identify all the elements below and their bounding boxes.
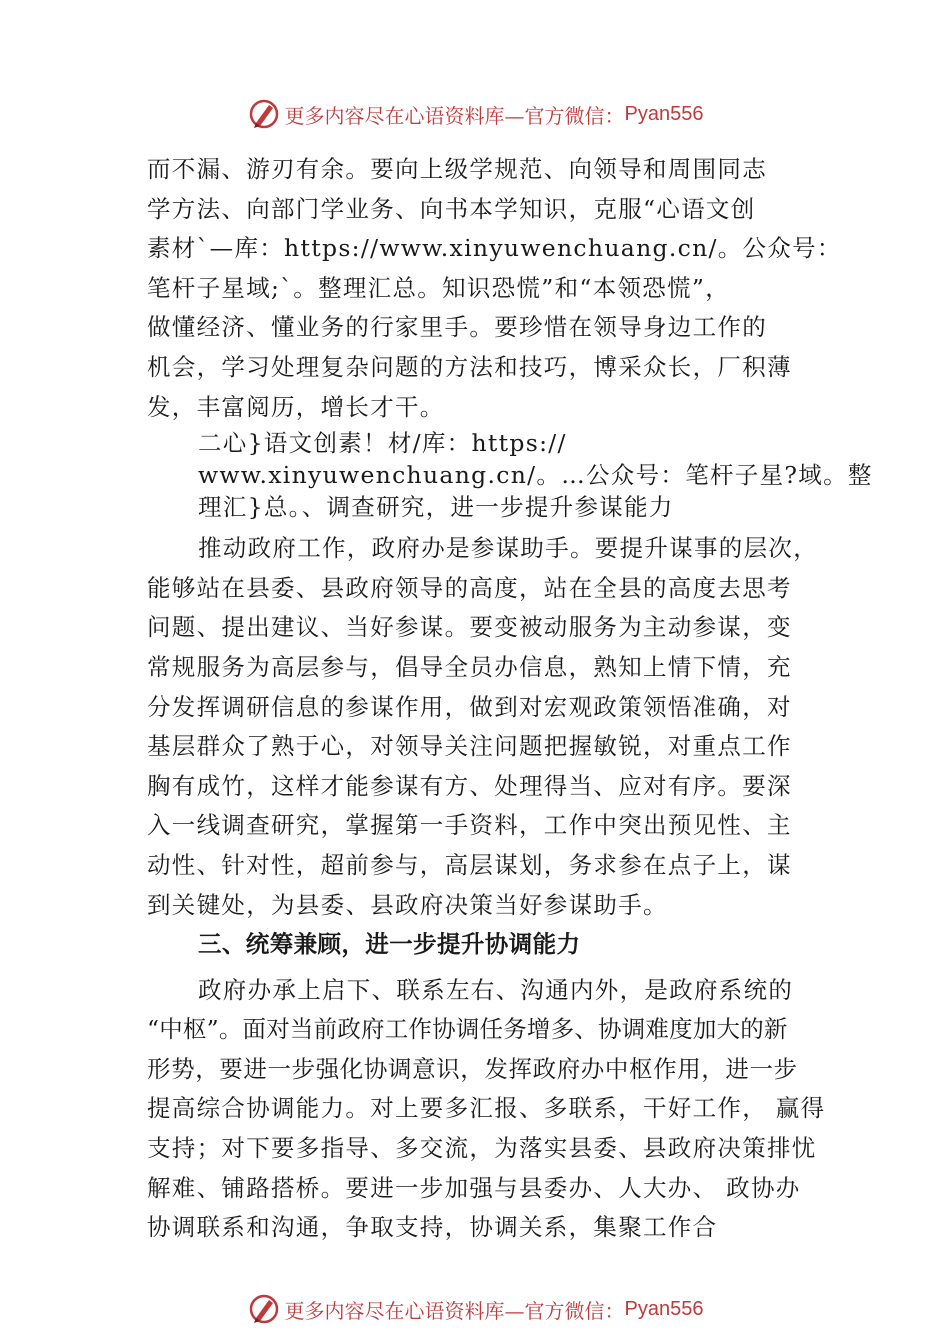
text-line: 推动政府工作，政府办是参谋助手。要提升谋事的层次， (198, 534, 818, 563)
text-line: www.xinyuwenchuang.cn/。…公众号：笔杆子星?域。整 (198, 461, 873, 490)
text-line: 理汇}总。、调查研究，进一步提升参谋能力 (198, 493, 674, 522)
text-line: 问题、提出建议、当好参谋。要变被动服务为主动参谋，变 (147, 613, 792, 642)
header-watermark-banner (0, 92, 950, 136)
text-line: 形势，要进一步强化协调意识，发挥政府办中枢作用，进一步 (147, 1054, 798, 1083)
text-line: 分发挥调研信息的参谋作用，做到对宏观政策领悟准确，对 (147, 692, 792, 721)
text-line: 笔杆子星域;`。整理汇总。知识恐慌”和“本领恐慌”， (147, 273, 731, 302)
red-pen-logo-icon (247, 97, 281, 131)
text-line: 政府办承上启下、联系左右、沟通内外，是政府系统的 (198, 975, 794, 1004)
text-line: 提高综合协调能力。对上要多汇报、多联系，干好工作， 赢得 (147, 1094, 826, 1123)
red-pen-logo-icon (247, 1292, 281, 1326)
text-line: 解难、铺路搭桥。要进一步加强与县委办、人大办、 政协办 (147, 1173, 801, 1202)
document-body (147, 150, 873, 1248)
section-heading: 三、统筹兼顾，进一步提升协调能力 (198, 930, 581, 959)
text-line: “中枢”。面对当前政府工作协调任务增多、协调难度加大的新 (147, 1015, 788, 1044)
text-line: 常规服务为高层参与，倡导全员办信息，熟知上情下情，充 (147, 652, 792, 681)
watermark-text: 更多内容尽在心语资料库—官方微信： (284, 1298, 625, 1323)
text-line: 基层群众了熟于心，对领导关注问题把握敏锐，对重点工作 (147, 732, 792, 761)
text-line: 到关键处，为县委、县政府决策当好参谋助手。 (147, 890, 668, 919)
text-line: 做懂经济、懂业务的行家里手。要珍惜在领导身边工作的 (147, 313, 767, 342)
text-line: 二心}语文创素！材/库：https:// (198, 429, 567, 458)
watermark-wechat-id: Pyan556 (624, 102, 704, 125)
text-line: 动性、针对性，超前参与，高层谋划，务求参在点子上，谋 (147, 850, 792, 879)
text-line: 协调联系和沟通，争取支持，协调关系，集聚工作合 (147, 1213, 718, 1242)
text-line: 胸有成竹，这样才能参谋有方、处理得当、应对有序。要深 (147, 771, 792, 800)
watermark-text: 更多内容尽在心语资料库—官方微信： (284, 103, 625, 128)
text-line: 发，丰富阅历，增长才干。 (147, 392, 445, 421)
text-line: 机会，学习处理复杂问题的方法和技巧，博采众长，⼚积薄 (147, 352, 792, 381)
watermark-wechat-id: Pyan556 (624, 1297, 704, 1320)
text-line: 而不漏、游刃有余。要向上级学规范、向领导和周围同志 (147, 155, 767, 183)
text-line: 支持；对下要多指导、多交流，为落实县委、县政府决策排忧 (147, 1134, 817, 1163)
footer-watermark-banner (0, 1287, 950, 1331)
text-line: 入一线调查研究，掌握第一手资料，工作中突出预见性、主 (147, 811, 792, 840)
text-line: 学方法、向部门学业务、向书本学知识，克服“心语文创 (147, 194, 756, 223)
text-line: 素材`—库：https://www.xinyuwenchuang.cn/。公众号： (147, 234, 842, 263)
text-line: 能够站在县委、县政府领导的高度，站在全县的高度去思考 (147, 573, 792, 602)
